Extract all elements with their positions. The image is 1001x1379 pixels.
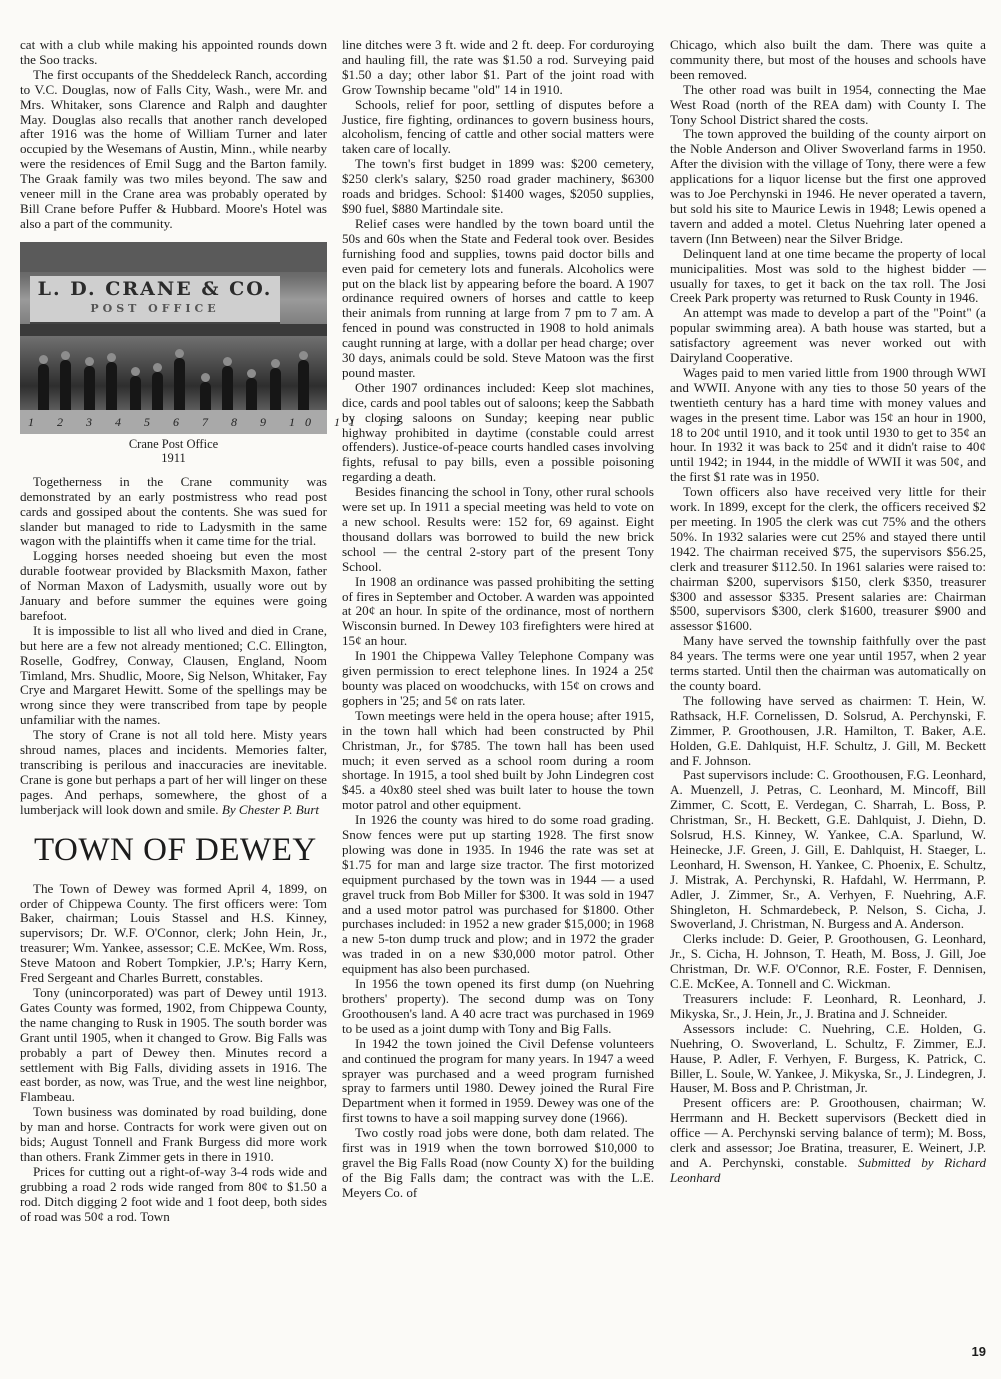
photo-figure <box>84 366 95 412</box>
crane-paragraph: Logging horses needed shoeing but even the most durable footwear provided by Blacksmith Maxon, father of Norman Maxon of Ladysmith, usually wore out by January and before summer the equines were going barefoot. <box>20 548 327 623</box>
photo-figure <box>246 378 257 412</box>
dewey-paragraph: In 1901 the Chippewa Valley Telephone Company was given permission to erect telephone lines. In 1924 a 25¢ bounty was placed on woodchucks, with 15¢ on crows and gophers in '25; and 5¢ on rats later. <box>342 648 654 708</box>
column-right <box>670 38 986 1186</box>
dewey-paragraph: Prices for cutting out a right-of-way 3-4 rods wide and grubbing a road 2 rods wide ranged from 80¢ to $1.50 a rod. Ditch digging 2 foot wide and 1 foot deep, both sides of road was 50¢ a rod. Town <box>20 1163 327 1224</box>
dewey-paragraph: Relief cases were handled by the town board until the 50s and 60s when the State and Federal took over. Besides furnishing food and supplies, towns paid doctor bills and even paid for cemetery lots and funerals. Alcoholics were put on the black list by appearing before the board. A 1907 ordinance required owners of horses and cattle to keep their animals from running at large from 7 pm to 7 am. A fenced in pound was constructed in 1908 to hold animals caught running at large, with a dollar per head charge; over 30 days, animals could be sold. Steve Matoon was the first pound master. <box>342 215 654 380</box>
section-heading-town-of-dewey: TOWN OF DEWEY <box>34 831 317 868</box>
dewey-paragraph: Many have served the township faithfully over the past 84 years. The terms were one year until 1957, when 2 year terms started. Until then the chairman was automatically on the county board. <box>670 633 986 693</box>
dewey-paragraph: Schools, relief for poor, settling of disputes before a Justice, fire fighting, ordinances to govern business hours, alcoholism, fencing of cattle and other social matters were taken care of locally. <box>342 96 654 157</box>
dewey-paragraph: The following have served as chairmen: T. Hein, W. Rathsack, H.F. Cornelissen, D. Solsrud, A. Perchynski, F. Zimmer, P. Groothousen, J.R. Hamilton, T. Baker, A.E. Holden, G.E. Dahlquist, H.F. Schultz, J. Gill, M. Beckett and F. Johnson. <box>670 692 986 768</box>
photo-figure <box>130 376 141 412</box>
dewey-paragraph: Delinquent land at one time became the property of local municipalities. Most was sold to the highest bidder — usually for taxes, to get it back on the tax roll. The Josi Creek Park property was returned to Rusk County in 1946. <box>670 245 986 306</box>
photo-caption <box>20 437 327 465</box>
crane-paragraph: It is impossible to list all who lived and died in Crane, but here are a few not already mentioned; C.C. Ellington, Roselle, Godfrey, Conway, Clausen, England, Noom Timland, Mrs. Shudlic, Moore, Sig Nelson, Whitaker, Fay Crye and Margaret Hewitt. Some of the spellings may be wrong since they were transcribed from tape by people unfamiliar with the names. <box>20 622 327 728</box>
dewey-paragraph: Tony (unincorporated) was part of Dewey until 1913. Gates County was formed, 1902, from Chippewa County, the name changing to Rusk in 1905. The south border was Grant until 1905, when it changed to Grow. Big Falls was probably a part of Dewey then. Minutes record a settlement with Big Falls, dividing assets in 1916. The east border, as now, was True, and the west line neighbor, Flambeau. <box>20 984 327 1105</box>
crane-paragraph: Togetherness in the Crane community was demonstrated by an early postmistress who read post cards and gossiped about the contents. She was sued for slander but managed to ride to Ladysmith in the same wagon with the plaintiffs when it came time for the trial. <box>20 473 327 549</box>
dewey-paragraph: Clerks include: D. Geier, P. Groothousen, G. Leonhard, Jr., S. Cicha, H. Johnson, T. Heath, M. Boss, J. Gill, Joe Christman, Dr. W.F. O'Connor, R.E. Foster, F. Dennisen, C.E. McKee, A. Tonnell and C. Wickman. <box>670 931 986 992</box>
photo-figure <box>222 366 233 412</box>
dewey-paragraph: Past supervisors include: C. Groothousen, F.G. Leonhard, A. Muenzell, J. Petras, C. Leonhard, M. Mincoff, Bill Zimmer, C. Scott, E. Verdegan, C. Sharrah, L. Boss, P. Christman, Sr., H. Beckett, G.E. Dahlquist, J. Diehn, D. Solsrud, H.S. Kinney, W. Yankee, C.A. Sparlund, W. Heinecke, J.F. Green, J. Gill, E. Dahlquist, H. Staeger, L. Leonhard, H. Swenson, H. Yankee, C. Phoenix, E. Schultz, J. Mistrak, A. Perchynski, R. Hafdahl, W. Herrmann, P. Adler, J. Zimmer, Sr., A. Verhyen, F. Nuehring, A.F. Shingleton, H. Schmardebeck, P. Nelson, S. Cicha, J. Swoverland, J. Christman, N. Burgess and A. Anderson. <box>670 767 986 932</box>
dewey-paragraph: line ditches were 3 ft. wide and 2 ft. deep. For corduroying and hauling fill, the rate was $1.50 a rod. Surveying paid $1.50 a day; other labor $1. Part of the joint road with Grow Township became "old" 14 in 1910. <box>342 37 654 97</box>
photo-caption-title: Crane Post Office <box>128 436 219 451</box>
photo-figure <box>174 358 185 412</box>
dewey-paragraph: Town meetings were held in the opera house; after 1915, in the town hall which had been constructed by Phil Christman, Jr., for $785. The town hall has been used much; it even served as a school room during a room shortage. In 1915, a tool shed built by John Lindegren cost $45. a 40x80 steel shed was built later to house the town motor patrol and other equipment. <box>342 707 654 813</box>
dewey-paragraph: Other 1907 ordinances included: Keep slot machines, dice, cards and pool tables out of saloons; keep the Sabbath by closing saloons on Sunday; keeping near public highway prohibited in daytime (constable could arrest offenders). Justice-of-peace courts handled cases involving fights, refusal to pay bills, even a possible poisoning regarding a death. <box>342 379 654 485</box>
photo-figure <box>270 368 281 412</box>
dewey-paragraph: In 1908 an ordinance was passed prohibiting the setting of fires in September and October. A warden was appointed at 20¢ an hour. In spite of the ordinance, most of northern Wisconsin burned. In Dewey 103 firefighters were hired at 15¢ an hour. <box>342 573 654 649</box>
dewey-paragraph: In 1942 the town joined the Civil Defense volunteers and continued the program for many years. In 1947 a weed sprayer was purchased and a weed program furnished spray to farmers until 1980. Dewey joined the Rural Fire Department when it formed in 1959. Dewey was one of the first towns to have a soil mapping survey done (1966). <box>342 1035 654 1126</box>
dewey-paragraph: Besides financing the school in Tony, other rural schools were set up. In 1911 a special meeting was held to vote on a new school. Results were: 152 for, 69 against. Eight thousand dollars was borrowed to build the new brick school — the central 2-story part of the present Tony School. <box>342 484 654 574</box>
dewey-paragraph: The town's first budget in 1899 was: $200 cemetery, $250 clerk's salary, $250 road grader machinery, $6300 roads and bridges. School: $1400 wages, $2050 supplies, $90 fuel, $880 Martindale site. <box>342 156 654 216</box>
photo-figure <box>38 364 49 412</box>
sign-line-2: POST OFFICE <box>90 301 220 315</box>
page-number: 19 <box>971 1344 986 1359</box>
crane-byline: By Chester P. Burt <box>221 801 320 817</box>
dewey-closing-paragraph <box>670 1096 986 1185</box>
photo-roof <box>20 242 327 272</box>
crane-post-office-photo <box>20 242 411 434</box>
crane-closing-paragraph <box>20 728 327 817</box>
dewey-paragraph: The other road was built in 1954, connecting the Mae West Road (north of the REA dam) with County I. The Tony School District shared the costs. <box>670 81 986 127</box>
photo-figure <box>298 360 309 412</box>
dewey-paragraph: Treasurers include: F. Leonhard, R. Leonhard, J. Mikyska, Sr., J. Hein, Jr., J. Bratina and J. Schneider. <box>670 991 986 1021</box>
photo-handwritten-numbers: 1 2 3 4 5 6 7 8 9 10 11 12 <box>28 414 411 429</box>
photo-storefront-sign <box>30 276 280 325</box>
dewey-paragraph: Wages paid to men varied little from 1900 through WWI and WWII. Anyone with any ties to those 50 years of the twentieth century has a hard time with money values and wages in the present time. Labor was 15¢ an hour in 1900, 18 to 20¢ until 1910, and it took until 1930 to get to 35¢ an hour. In 1932 it was back to 25¢ and it didn't raise to 40¢ until 1942; in 1944, in the middle of WWII it was 50¢, and the first $1 rate was in 1950. <box>670 364 986 485</box>
dewey-paragraph: Two costly road jobs were done, both dam related. The first was in 1919 when the town borrowed $10,000 to gravel the Big Falls Road (now County X) for the building of the Big Falls dam; the contract was with the L.E. Meyers Co. of <box>342 1125 654 1200</box>
crane-closing-text: The story of Crane is not all told here. Misty years shroud names, places and incidents. Memories falter, transcribing is perilous and inaccuracies are inevitable. Crane is gone but perhaps a part of her will linger on these pages. And perhaps, somewhere, the ghost of a lumberjack will look down and smile. <box>20 727 327 817</box>
photo-figure <box>60 360 71 412</box>
photo-figure <box>106 362 117 412</box>
dewey-paragraph: Town business was dominated by road building, done by man and horse. Contracts for work were given out on bids; August Tonnell and Frank Burgess did more work than others. Frank Zimmer gets in there in 1910. <box>20 1104 327 1164</box>
photo-porch <box>20 324 327 336</box>
dewey-paragraph: The Town of Dewey was formed April 4, 1899, on order of Chippewa County. The first officers were: Tom Baker, chairman; Louis Stassel and H.S. Kinney, supervisors; Dr. W.F. O'Connor, clerk; John Hein, Jr., treasurer; Wm. Yankee, assessor; C.E. McKee, Wm. Ross, Steve Matoon and Robert Tompkier, J.P.'s; Harry Kern, Fred Sergeant and Charles Burrett, constables. <box>20 880 327 986</box>
crane-paragraph: The first occupants of the Sheddeleck Ranch, according to V.C. Douglas, now of Falls City, Wash., were Mr. and Mrs. Whitaker, sons Clarence and Ralph and daughter May. Douglas also recalls that another ranch developed after 1916 was the home of William Turner and later occupied by the Wesemans of Austin, Minn., while nearby were the residences of Emil Sugg and the Barton family. The Graak family was two miles beyond. The saw and veneer mill in the Crane area was probably operated by Bill Crane before Puffer & Hubbard. Moore's Hotel was also a part of the community. <box>20 66 327 231</box>
dewey-closing-text: Present officers are: P. Groothousen, chairman; W. Herrmann and H. Beckett supervisors (Beckett died in office — A. Perchynski serving balance of term); M. Boss, clerk and assessor; Joe Bratina, treasurer, E. Weinert, J.P. and A. Perchynski, constable. <box>670 1095 986 1170</box>
dewey-paragraph: An attempt was made to develop a part of the "Point" (a popular swimming area). A bath house was started, but a satisfactory agreement was never worked out with Dairyland Cooperative. <box>670 305 986 366</box>
dewey-byline: Submitted by Richard Leonhard <box>670 1154 986 1185</box>
photo-figure <box>152 372 163 412</box>
sign-line-1: L. D. CRANE & CO. <box>37 277 273 300</box>
dewey-paragraph: Assessors include: C. Nuehring, C.E. Holden, G. Nuehring, O. Swoverland, L. Schultz, F. Zimmer, E.J. Hause, P. Adler, F. Verhyen, F. Burgess, K. Patrick, C. Biller, L. Soule, W. Yankee, J. Mikyska, Sr., J. Lindegren, J. Hauser, M. Boss and P. Christman, Jr. <box>670 1020 986 1096</box>
column-middle <box>342 38 654 1201</box>
dewey-paragraph: Chicago, which also built the dam. There was quite a community there, but most of the houses and schools have been removed. <box>670 37 986 82</box>
crane-paragraph: cat with a club while making his appointed rounds down the Soo tracks. <box>20 37 327 67</box>
dewey-paragraph: In 1956 the town opened its first dump (on Nuehring brothers' property). The second dump was on Tony Groothousen's land. A 40 acre tract was purchased in 1969 to be used as a joint dump with Tony and Big Falls. <box>342 976 654 1036</box>
photo-caption-year: 1911 <box>161 450 186 465</box>
dewey-paragraph: In 1926 the county was hired to do some road grading. Snow fences were put up starting 1928. The first snow plowing was done in 1935. In 1946 the rate was set at $1.75 for man and large size tractor. The first motorized equipment purchased by the town was in 1944 — a used gravel truck from Bob Miller for $300. It was sold in 1947 and a used motor patrol was purchased for $1800. Other purchases included: in 1952 a new grader $15,000; in 1968 a new 5-ton dump truck and plow; and in 1972 the grader was traded in on a new $30,000 motor patrol. Other equipment has also been purchased. <box>342 812 654 977</box>
column-left <box>20 37 411 1224</box>
crane-post-office-photo-figure <box>20 242 411 465</box>
dewey-paragraph: Town officers also have received very little for their work. In 1899, except for the clerk, the officers received $2 per meeting. In 1905 the clerk was cut 75% and the others 50%. In 1932 salaries were cut 25% and stayed there until 1942. The chairman received $75, the supervisors $56.25, clerk and treasurer $112.50. In 1961 salaries were raised to: chairman $200, supervisors $150, clerk $350, treasurer $300 and assessor $335. Present salaries are: Chairman $500, supervisors $300, clerk $1600, treasurer $900 and assessor $1600. <box>670 484 986 634</box>
photo-figure <box>200 382 211 412</box>
dewey-paragraph: The town approved the building of the county airport on the Noble Anderson and Oliver Swoverland farms in 1950. After the division with the village of Tony, there were a few applications for a liquor license but the first one approved was to Joe Perchynski in 1946. He never operated a tavern, but sold his site to Maurice Lewis in 1948; Lewis opened a tavern and added a motel. Cletus Nuehring later opened a tavern (Inn Between) near the Silver Bridge. <box>670 126 986 246</box>
